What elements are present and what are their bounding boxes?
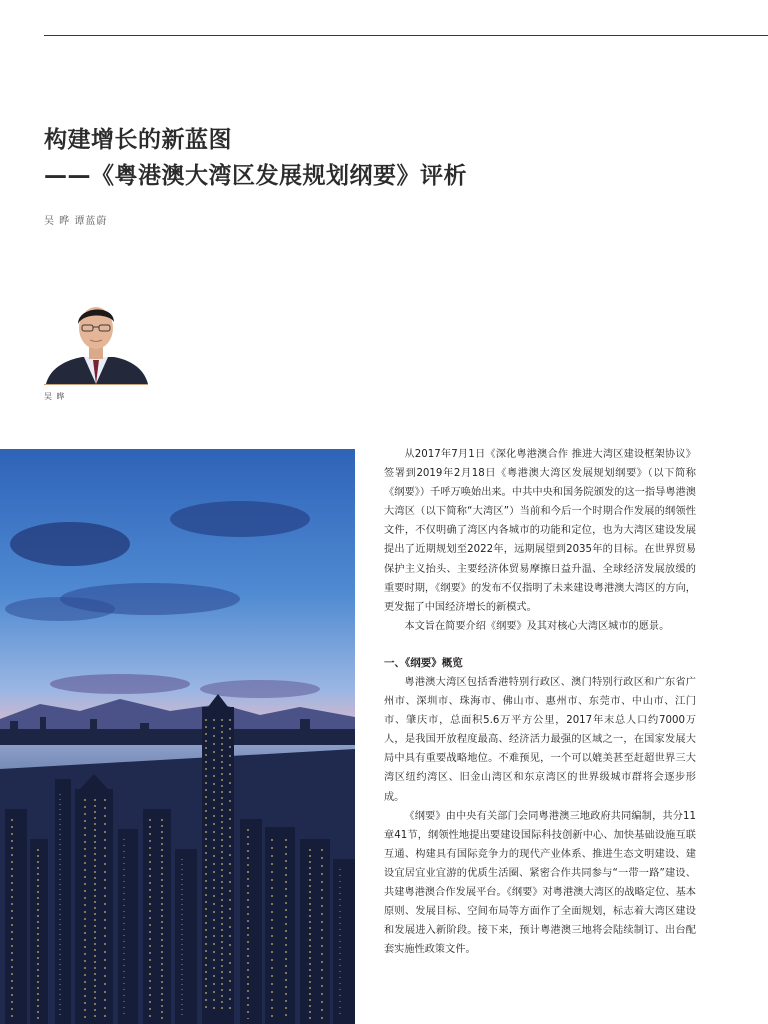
article-title (44, 122, 467, 194)
author-portrait (44, 298, 148, 384)
title-line-2: ——《粤港澳大湾区发展规划纲要》评析 (44, 163, 467, 189)
portrait-rule (44, 384, 148, 385)
paragraph-intro: 从2017年7月1日《深化粤港澳合作 推进大湾区建设框架协议》签署到2019年2月18日《粤港澳大湾区发展规划纲要》（以下简称《纲要》）千呼万唤始出来。中共中央和国务院颁发的这一指导粤港澳大湾区（以下简称“大湾区”）当前和今后一个时期合作发展的纲领性文件，不仅明确了湾区内各城市的功能和定位，也为大湾区建设发展提出了近期规划至2022年，远期展望到2035年的目标。在世界贸易保护主义抬头、主要经济体贸易摩擦日益升温、全球经济发展放缓的重要时期，《纲要》的发布不仅指明了未来建设粤港澳大湾区的方向，更发掘了中国经济增长的新模式。 (384, 449, 696, 613)
title-line-1: 构建增长的新蓝图 (44, 127, 232, 153)
author-names: 吴 晔 谭蓝蔚 (44, 216, 108, 227)
paragraph-overview-1: 粤港澳大湾区包括香港特别行政区、澳门特别行政区和广东省广州市、深圳市、珠海市、佛山市、惠州市、东莞市、中山市、江门市、肇庆市，总面积5.6万平方公里，2017年末总人口约7000万人，是我国开放程度最高、经济活力最强的区域之一，在国家发展大局中具有重要战略地位。不难预见，一个可以媲美甚至赶超世界三大湾区纽约湾区、旧金山湾区和东京湾区的世界级城市群将会逐步形成。 (384, 676, 696, 803)
portrait-caption: 吴 晔 (44, 392, 66, 401)
top-rule (44, 35, 768, 36)
article-body (384, 445, 696, 959)
hong-kong-skyline-photo (0, 449, 355, 1024)
paragraph-overview-2: 《纲要》由中央有关部门会同粤港澳三地政府共同编制，共分11章41节，纲领性地提出要建设国际科技创新中心、加快基础设施互联互通、构建具有国际竞争力的现代产业体系、推进生态文明建设、建设宜居宜业宜游的优质生活圈、紧密合作共同参与“一带一路”建设、共建粤港澳合作发展平台。《纲要》对粤港澳大湾区的战略定位、基本原则、发展目标、空间布局等方面作了全面规划，标志着大湾区建设和发展进入新阶段。接下来，预计粤港澳三地将会陆续制订、出台配套实施性政策文件。 (384, 810, 696, 956)
paragraph-purpose: 本文旨在简要介绍《纲要》及其对核心大湾区城市的愿景。 (404, 620, 670, 632)
section-heading-overview: 一、《纲要》概览 (384, 656, 463, 669)
